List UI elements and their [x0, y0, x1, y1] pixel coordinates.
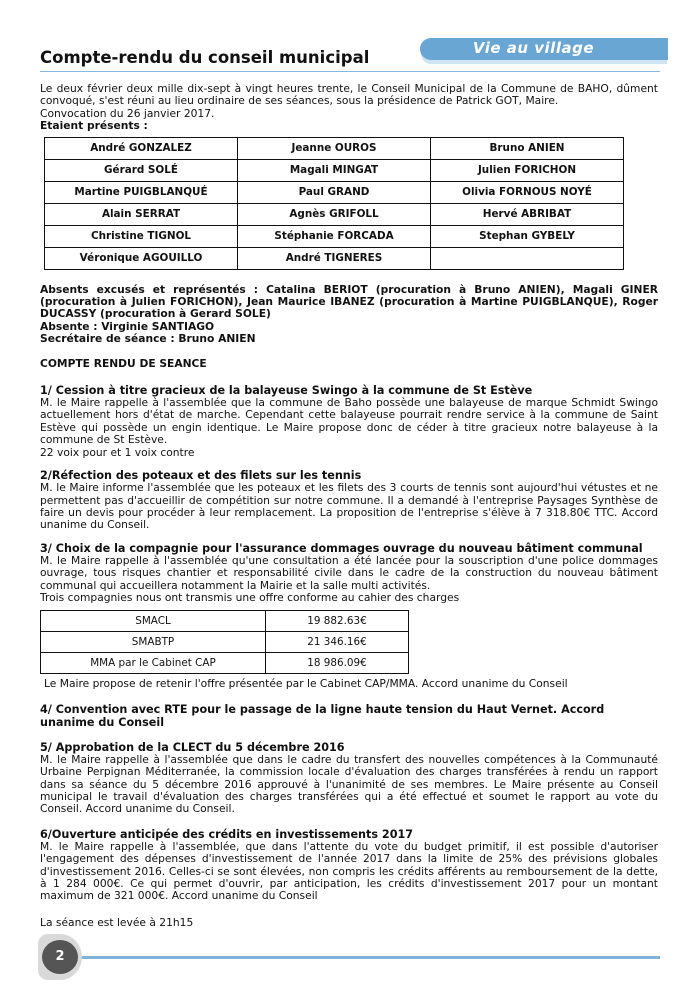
table-row	[45, 159, 624, 181]
member-cell: Magali MINGAT	[238, 159, 431, 181]
member-cell: Alain SERRAT	[45, 203, 238, 225]
closing-line: La séance est levée à 21h15	[40, 915, 194, 929]
item3-title: 3/ Choix de la compagnie pour l'assurance dommages ouvrage du nouveau bâtiment communal	[40, 541, 643, 555]
company-cell: SMABTP	[41, 632, 266, 653]
item6-body: M. le Maire rappelle à l'assemblée, que dans l'attente du vote du budget primitif, il est possible d'autoriser l'engagement des dépenses d'investissement de l'année 2017 dans la limite de 25% des prévisions globales d'investissement 2016. Celles-ci se sont élevées, non compris les crédits afférents au remboursement de la dette, à 1 284 000€. Ce qui permet d'ouvrir, par anticipation, les crédits d'investissement 2017 pour un montant maximum de 321 000€. Accord unanime du Conseil	[40, 839, 658, 903]
session-secretary: Secrétaire de séance : Bruno ANIEN	[40, 332, 256, 346]
item2-title: 2/Réfection des poteaux et des filets sur les tennis	[40, 469, 362, 483]
member-cell: Véronique AGOUILLO	[45, 247, 238, 269]
member-cell: Julien FORICHON	[431, 159, 624, 181]
intro-paragraph: Le deux février deux mille dix-sept à vingt heures trente, le Conseil Municipal de la Commune de BAHO, dûment convoqué, s'est réuni au lieu ordinaire de ses séances, sous la présidence de Patrick GOT, Maire.	[40, 82, 658, 108]
member-cell: Martine PUIGBLANQUÉ	[45, 181, 238, 203]
item5-title: 5/ Approbation de la CLECT du 5 décembre 2016	[40, 740, 345, 754]
member-cell: Stéphanie FORCADA	[238, 225, 431, 247]
present-label: Etaient présents :	[40, 119, 148, 133]
company-cell: SMACL	[41, 611, 266, 632]
item5-body: M. le Maire rappelle à l'assemblée que dans le cadre du transfert des nouvelles compétences à la Communauté Urbaine Perpignan Méditerranée, la commission locale d'évaluation des charges transférées à rendu un rapport dans sa séance du 5 décembre 2016 approuvé à l'unanimité de ses membres. Le Maire présente au Conseil municipal le travail d'évaluation des charges transférées qui a été effectué et soumet le rapport au vote du Conseil. Accord unanime du Conseil.	[40, 752, 658, 816]
member-cell: Paul GRAND	[238, 181, 431, 203]
member-cell: Olivia FORNOUS NOYÉ	[431, 181, 624, 203]
member-cell: Jeanne OUROS	[238, 137, 431, 159]
present-members-table	[44, 137, 624, 270]
convocation-date: Convocation du 26 janvier 2017.	[40, 106, 215, 120]
amount-cell: 21 346.16€	[266, 632, 409, 653]
member-cell: André GONZALEZ	[45, 137, 238, 159]
table-row	[45, 203, 624, 225]
item3-conclusion: Le Maire propose de retenir l'offre présentée par le Cabinet CAP/MMA. Accord unanime du Conseil	[44, 677, 568, 691]
item1-body: M. le Maire rappelle à l'assemblée que la commune de Baho possède une balayeuse de marque Schmidt Swingo actuellement hors d'état de marche. Cependant cette balayeuse pourrait rendre service à la commune de Saint Estève qui possède un engin identique. Le Maire propose donc de céder à titre gracieux notre balayeuse à la commune de St Estève.	[40, 396, 658, 447]
table-row	[41, 653, 409, 674]
footer-rule	[58, 956, 660, 959]
item1-vote: 22 voix pour et 1 voix contre	[40, 445, 195, 459]
member-cell	[431, 247, 624, 269]
member-cell: Christine TIGNOL	[45, 225, 238, 247]
item3-body: M. le Maire rappelle à l'assemblée qu'une consultation a été lancée pour la souscription d'une police dommages ouvrage, tous risques chantier et responsabilité civile dans le cadre de la construction du nouveau bâtiment communal qui accueillera notamment la Mairie et la salle multi activités.	[40, 553, 658, 592]
amount-cell: 19 882.63€	[266, 611, 409, 632]
table-row	[41, 632, 409, 653]
item1-title: 1/ Cession à titre gracieux de la balayeuse Swingo à la commune de St Estève	[40, 384, 533, 398]
absent-member: Absente : Virginie SANTIAGO	[40, 319, 215, 333]
member-cell: Stephan GYBELY	[431, 225, 624, 247]
item3-body2: Trois compagnies nous ont transmis une offre conforme au cahier des charges	[40, 590, 460, 604]
excused-absences: Absents excusés et représentés : Catalina BERIOT (procuration à Bruno ANIEN), Magali GINER (procuration à Julien FORICHON), Jean Maurice IBANEZ (procuration à Martine PUIGBLANQUE), Roger DUCASSY (procuration à Gerard SOLE)	[40, 282, 658, 321]
table-row	[45, 247, 624, 269]
member-cell: Hervé ABRIBAT	[431, 203, 624, 225]
page-title: Compte-rendu du conseil municipal	[40, 48, 370, 67]
item2-body: M. le Maire informe l'assemblée que les poteaux et les filets des 3 courts de tennis sont aujourd'hui vétustes et ne permettent pas d'accueillir de compétition sur notre commune. Il a demandé à l'entreprise Paysages Synthèse de faire un devis pour procéder à leur remplacement. La proposition de l'entreprise s'élève à 7 318.80€ TTC. Accord unanime du Conseil.	[40, 481, 658, 532]
member-cell: André TIGNERES	[238, 247, 431, 269]
table-row	[45, 137, 624, 159]
table-row	[45, 225, 624, 247]
section-tab	[420, 38, 668, 60]
item6-title: 6/Ouverture anticipée des crédits en investissements 2017	[40, 827, 414, 841]
company-cell: MMA par le Cabinet CAP	[41, 653, 266, 674]
section-tab-label: Vie au village	[472, 39, 594, 57]
table-row	[41, 611, 409, 632]
minutes-content	[40, 83, 658, 929]
item4-title: 4/ Convention avec RTE pour le passage de la ligne haute tension du Haut Vernet. Accord unanime du Conseil	[40, 702, 605, 729]
insurance-offers-table	[40, 610, 409, 674]
table-row	[45, 181, 624, 203]
amount-cell: 18 986.09€	[266, 653, 409, 674]
header-rule	[40, 71, 660, 72]
member-cell: Bruno ANIEN	[431, 137, 624, 159]
report-heading: COMPTE RENDU DE SEANCE	[40, 356, 207, 370]
member-cell: Agnès GRIFOLL	[238, 203, 431, 225]
member-cell: Gérard SOLÉ	[45, 159, 238, 181]
page-number: 2	[42, 940, 78, 974]
